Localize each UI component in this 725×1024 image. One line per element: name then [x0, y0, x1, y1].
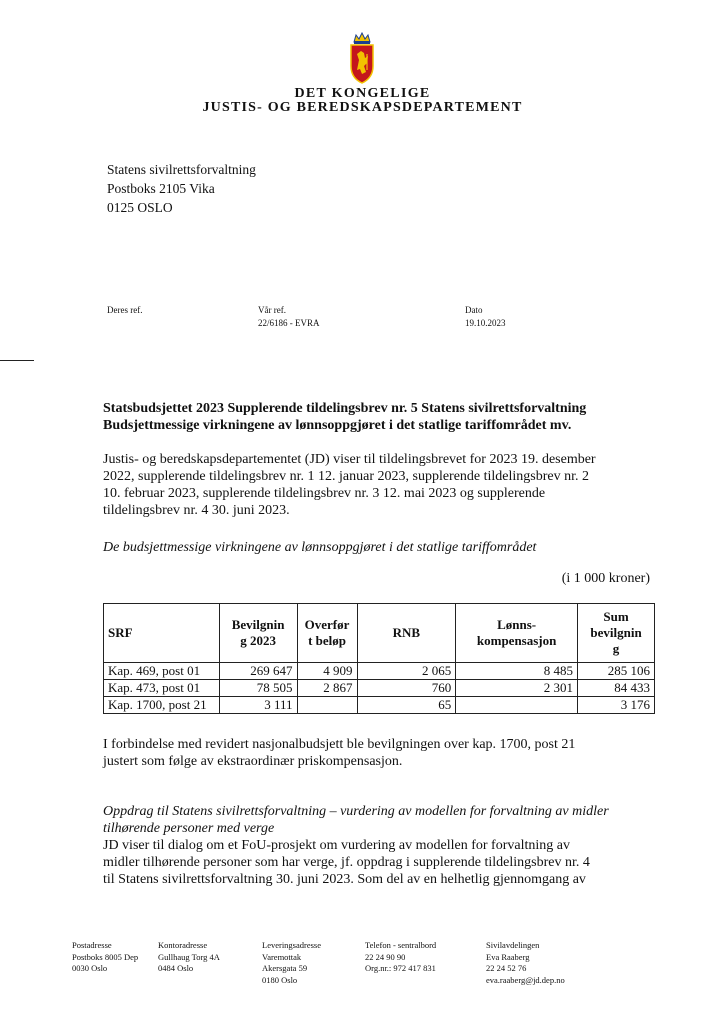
footer-line: 0484 Oslo: [158, 963, 194, 973]
footer-office: [158, 940, 220, 975]
table-header-row: [104, 604, 655, 663]
cell-srf: Kap. 469, post 01: [104, 663, 220, 680]
unit-note: (i 1 000 kroner): [561, 571, 650, 586]
recipient-name: Statens sivilrettsforvaltning: [107, 162, 256, 177]
header-bevilgning: Bevilgnin g 2023: [219, 604, 297, 663]
cell-rnb: 65: [357, 697, 456, 714]
footer-label: Leveringsadresse: [262, 940, 322, 950]
footer-line: Org.nr.: 972 417 831: [365, 963, 436, 973]
table-row: [104, 697, 655, 714]
footer-line: Varemottak: [262, 951, 302, 962]
header-sum: Sum bevilgnin g: [578, 604, 655, 663]
section-heading-wages: De budsjettmessige virkningene av lønnsoppgjøret i det statlige tariffområdet: [103, 540, 537, 555]
footer-delivery: [262, 940, 321, 986]
cell-sum: 3 176: [578, 697, 655, 714]
footer-label: Postadresse: [72, 940, 112, 950]
cell-srf: Kap. 473, post 01: [104, 680, 220, 697]
intro-line: tildelingsbrev nr. 4 30. juni 2023.: [103, 503, 290, 518]
footer-line: Eva Raaberg: [486, 951, 530, 962]
footer-line: 22 24 90 90: [365, 951, 406, 962]
ministry-name-line1: DET KONGELIGE: [294, 86, 431, 101]
date-ref: [465, 304, 506, 330]
cell-sum: 84 433: [578, 680, 655, 697]
cell-overfort: 2 867: [297, 680, 357, 697]
footer-line: 0180 Oslo: [262, 974, 298, 985]
cell-srf: Kap. 1700, post 21: [104, 697, 220, 714]
intro-line: 2022, supplerende tildelingsbrev nr. 1 12. januar 2023, supplerende tildelingsbrev nr. 2: [103, 469, 590, 484]
cell-rnb: 760: [357, 680, 456, 697]
cell-sum: 285 106: [578, 663, 655, 680]
paragraph-line: I forbindelse med revidert nasjonalbudsjett ble bevilgningen over kap. 1700, post 21: [103, 737, 576, 752]
header-rnb: RNB: [357, 604, 456, 663]
footer-line: Gullhaug Torg 4A: [158, 951, 220, 962]
date-label: Dato: [465, 305, 483, 315]
deres-ref: [107, 304, 142, 317]
title-line-2: Budsjettmessige virkningene av lønnsoppgjøret i det statlige tariffområdet mv.: [103, 418, 572, 433]
date-value: 19.10.2023: [465, 318, 506, 328]
header-overfort: Overfør t beløp: [297, 604, 357, 663]
intro-line: 10. februar 2023, supplerende tildelingsbrev nr. 3 12. mai 2023 og supplerende: [103, 486, 546, 501]
recipient-city: 0125 OSLO: [107, 200, 173, 215]
after-table-paragraph: [103, 736, 658, 770]
deres-ref-label: Deres ref.: [107, 305, 143, 315]
footer-department: [486, 940, 565, 986]
var-ref-value: 22/6186 - EVRA: [258, 318, 320, 328]
footer-phone: [365, 940, 436, 975]
cell-lonn: 2 301: [456, 680, 578, 697]
recipient-box: Postboks 2105 Vika: [107, 181, 215, 196]
budget-table: [103, 603, 655, 714]
header-lonnskompensasjon: Lønns- kompensasjon: [456, 604, 578, 663]
coat-of-arms-logo: [342, 30, 382, 86]
footer-postal: [72, 940, 138, 975]
paragraph-line: justert som følge av ekstraordinær priskompensasjon.: [103, 754, 403, 769]
paragraph-line: JD viser til dialog om et FoU-prosjekt om vurdering av modellen for forvaltning av: [103, 838, 570, 853]
cell-bevilgning: 269 647: [219, 663, 297, 680]
footer-line: Akersgata 59: [262, 963, 308, 973]
cell-overfort: [297, 697, 357, 714]
table-row: [104, 680, 655, 697]
footer-label: Kontoradresse: [158, 940, 208, 950]
paragraph-line: til Statens sivilrettsforvaltning 30. juni 2023. Som del av en helhetlig gjennomgang av: [103, 872, 586, 887]
intro-line: Justis- og beredskapsdepartementet (JD) viser til tildelingsbrevet for 2023 19. desember: [103, 452, 596, 467]
title-line-1: Statsbudsjettet 2023 Supplerende tildelingsbrev nr. 5 Statens sivilrettsforvaltning: [103, 401, 587, 416]
recipient-address: [107, 160, 256, 217]
header-srf: SRF: [104, 604, 220, 663]
assignment-heading-line: Oppdrag til Statens sivilrettsforvaltning – vurdering av modellen for forvaltning av midler: [103, 804, 609, 819]
ministry-name-line2: JUSTIS- OG BEREDSKAPSDEPARTEMENT: [202, 100, 523, 115]
footer-label: Telefon - sentralbord: [365, 940, 437, 950]
cell-rnb: 2 065: [357, 663, 456, 680]
assignment-section: [103, 803, 658, 888]
cell-lonn: 8 485: [456, 663, 578, 680]
footer-line: 22 24 52 76: [486, 963, 527, 973]
paragraph-line: midler tilhørende personer som har verge, jf. oppdrag i supplerende tildelingsbrev nr. 4: [103, 855, 590, 870]
intro-paragraph: [103, 451, 658, 556]
cell-bevilgning: 3 111: [219, 697, 297, 714]
cell-lonn: [456, 697, 578, 714]
footer-line: Postboks 8005 Dep: [72, 951, 139, 962]
cell-overfort: 4 909: [297, 663, 357, 680]
var-ref-label: Vår ref.: [258, 305, 286, 315]
var-ref: [258, 304, 320, 330]
fold-mark: [0, 360, 34, 361]
letter-title: [103, 400, 658, 434]
assignment-heading-line: tilhørende personer med verge: [103, 821, 275, 836]
footer-label: Sivilavdelingen: [486, 940, 540, 950]
footer-email-link[interactable]: eva.raaberg@jd.dep.no: [486, 974, 565, 985]
cell-bevilgning: 78 505: [219, 680, 297, 697]
table-row: [104, 663, 655, 680]
footer-line: 0030 Oslo: [72, 963, 108, 973]
